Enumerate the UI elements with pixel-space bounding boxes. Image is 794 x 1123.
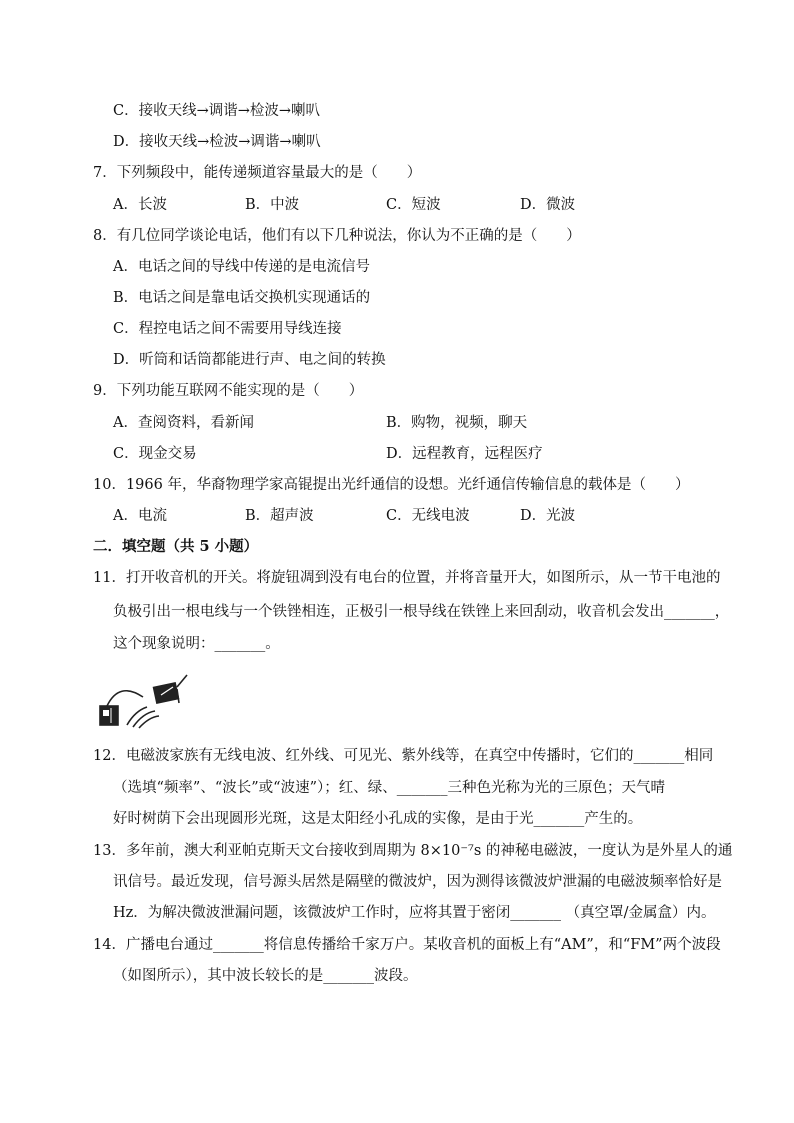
q14-line2: （如图所示），其中波长较长的是_______波段。 (113, 968, 418, 984)
q9-option-a: A．查阅资料，看新闻 (113, 415, 254, 431)
q10-option-c: C．无线电波 (386, 508, 470, 524)
q8-option-a: A．电话之间的导线中传递的是电流信号 (113, 259, 370, 275)
q10-option-a: A．电流 (113, 508, 167, 524)
radio-figure (97, 673, 189, 729)
q9-option-c: C．现金交易 (113, 446, 197, 462)
q13-line1: 13．多年前，澳大利亚帕克斯天文台接收到周期为 8×10⁻⁷s 的神秘电磁波，一度认为是外星人的通 (93, 843, 733, 859)
q10-option-b: B．超声波 (245, 508, 314, 524)
q11-line2: 负极引出一根电线与一个铁锉相连，正极引一根导线在铁锉上来回刮动，收音机会发出_______， (113, 604, 730, 620)
q7-option-b: B．中波 (245, 197, 300, 213)
q11-line1: 11．打开收音机的开关。将旋钮凋到没有电台的位置，并将音量开大，如图所示，从一节干电池的 (93, 570, 721, 586)
q13-line2: 讯信号。最近发现，信号源头居然是隔壁的微波炉，因为测得该微波炉泄漏的电磁波频率恰好是 (113, 874, 722, 890)
q6-option-c: C．接收天线→调谐→检波→喇叭 (113, 103, 321, 119)
q10-option-d: D．光波 (520, 508, 576, 524)
q7-option-d: D．微波 (520, 197, 576, 213)
section-heading: 二．填空题（共 5 小题） (93, 538, 259, 555)
q7-stem: 7．下列频段中，能传递频道容量最大的是（ ） (93, 165, 422, 181)
q8-option-c: C．程控电话之间不需要用导线连接 (113, 321, 342, 337)
q8-stem: 8．有几位同学谈论电话，他们有以下几种说法，你认为不正确的是（ ） (93, 228, 581, 244)
q9-stem: 9．下列功能互联网不能实现的是（ ） (93, 383, 364, 399)
q11-line3: 这个现象说明：_______。 (113, 636, 280, 652)
q14-line1: 14．广播电台通过_______将信息传播给千家万户。某收音机的面板上有“AM”，和“FM”两个波段 (93, 937, 721, 953)
q6-option-d: D．接收天线→检波→调谐→喇叭 (113, 134, 321, 150)
q10-stem: 10．1966 年，华裔物理学家高锟提出光纤通信的设想。光纤通信传输信息的载体是（ ） (93, 477, 690, 493)
q9-option-d: D．远程教育，远程医疗 (386, 446, 543, 462)
q13-line3: Hz．为解决微波泄漏问题，该微波炉工作时，应将其置于密闭_______ （真空罩/金属盒）内。 (113, 905, 716, 921)
q8-option-b: B．电话之间是靠电话交换机实现通话的 (113, 290, 371, 306)
q9-option-b: B．购物，视频，聊天 (386, 415, 528, 431)
q12-line1: 12．电磁波家族有无线电波、红外线、可见光、紫外线等，在真空中传播时，它们的_______相同 (93, 748, 714, 764)
q12-line3: 好时树荫下会出现圆形光斑，这是太阳经小孔成的实像，是由于光_______产生的。 (113, 811, 643, 827)
q7-option-a: A．长波 (113, 197, 167, 213)
q7-option-c: C．短波 (386, 197, 441, 213)
q12-line2: （选填“频率”、“波长”或“波速”）；红、绿、_______三种色光称为光的三原色；天气晴 (113, 780, 665, 796)
q8-option-d: D．听筒和话筒都能进行声、电之间的转换 (113, 352, 386, 368)
